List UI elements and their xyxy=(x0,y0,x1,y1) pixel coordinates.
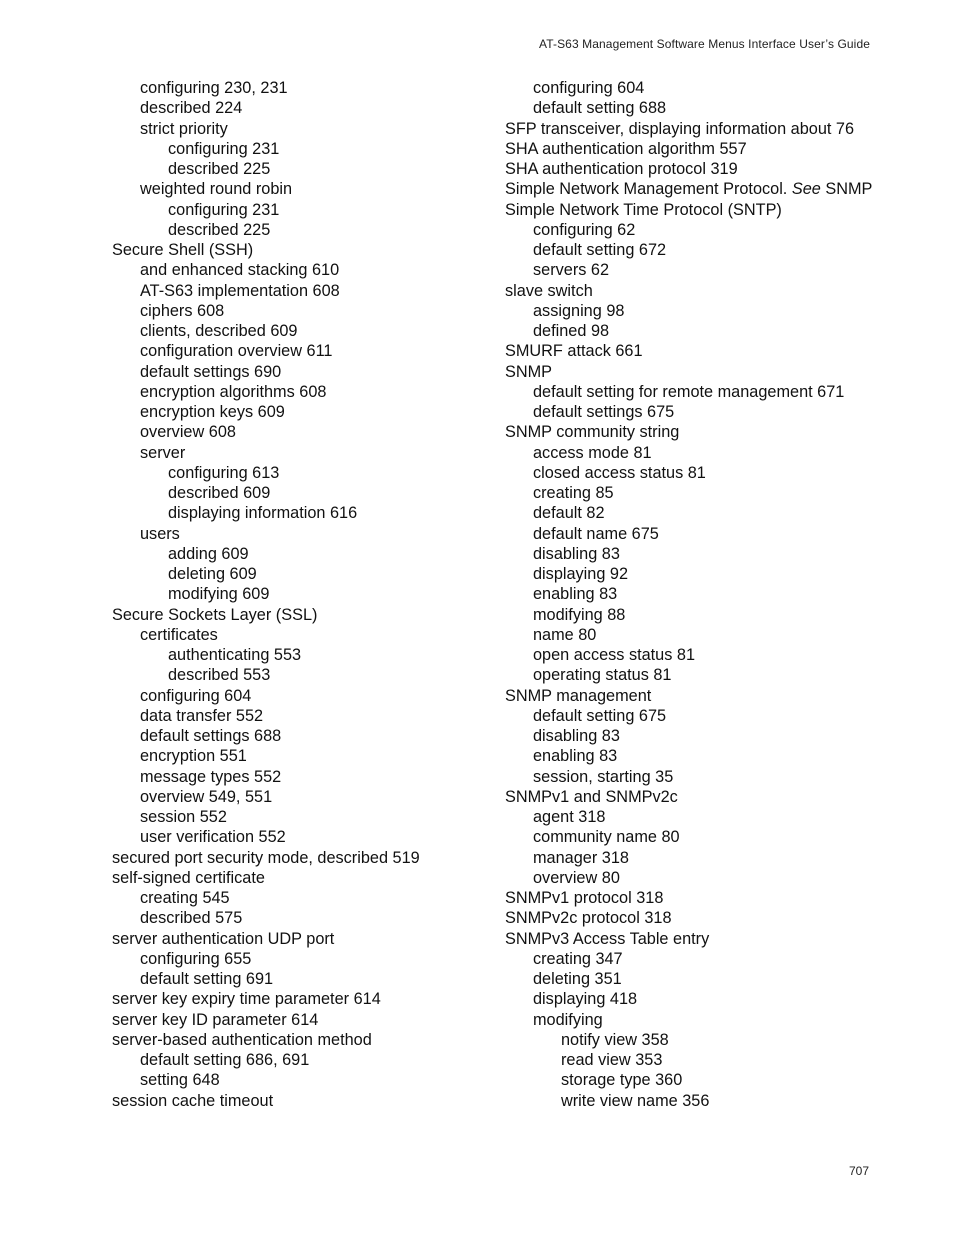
index-entry-text: server-based authentication method xyxy=(112,1030,372,1049)
index-entry-text: session 552 xyxy=(140,808,227,826)
index-entry xyxy=(112,1070,492,1090)
index-entry-text: certificates xyxy=(140,625,218,644)
index-entry xyxy=(112,706,492,726)
see-reference: See xyxy=(791,180,821,199)
index-entry xyxy=(505,200,885,220)
index-entry-text: server authentication UDP port xyxy=(112,929,335,948)
index-entry-text: creating 545 xyxy=(140,889,230,907)
index-entry xyxy=(112,382,492,402)
index-entry xyxy=(505,908,885,928)
index-entry-text: SMURF attack 661 xyxy=(505,342,643,361)
index-entry-text: Simple Network Time Protocol (SNTP) xyxy=(505,200,782,219)
index-entry xyxy=(505,1050,885,1070)
index-entry xyxy=(505,402,885,422)
index-entry-text: deleting 351 xyxy=(533,970,622,988)
index-entry xyxy=(112,989,492,1009)
index-entry xyxy=(505,119,885,139)
index-entry-text: encryption keys 609 xyxy=(140,403,285,421)
index-entry xyxy=(505,503,885,523)
index-entry-text: encryption algorithms 608 xyxy=(140,382,327,401)
index-entry xyxy=(112,78,492,98)
index-entry-text: disabling 83 xyxy=(533,727,620,745)
index-entry-text: modifying 609 xyxy=(168,585,270,604)
index-entry xyxy=(505,260,885,280)
index-entry xyxy=(505,1010,885,1030)
index-entry xyxy=(505,98,885,118)
index-entry-text: clients, described 609 xyxy=(140,322,298,340)
index-entry xyxy=(112,969,492,989)
index-entry xyxy=(505,848,885,868)
index-entry-text: configuring 231 xyxy=(168,139,280,158)
index-entry-text: server xyxy=(140,443,186,462)
index-entry-text: configuring 230, 231 xyxy=(140,79,288,97)
index-entry-text: modifying xyxy=(533,1010,603,1029)
index-entry-text: creating 85 xyxy=(533,484,614,502)
index-entry xyxy=(505,220,885,240)
index-entry xyxy=(505,625,885,645)
index-entry-text: encryption 551 xyxy=(140,747,247,766)
index-entry xyxy=(112,787,492,807)
index-entry-text: user verification 552 xyxy=(140,828,286,847)
index-entry-text: setting 648 xyxy=(140,1071,220,1090)
index-entry-text: configuring 604 xyxy=(533,79,645,97)
index-entry-text: server key ID parameter 614 xyxy=(112,1010,319,1029)
index-entry-text: secured port security mode, described 519 xyxy=(112,848,420,867)
index-entry xyxy=(112,220,492,240)
index-entry-text: enabling 83 xyxy=(533,747,618,766)
index-entry-text: SHA authentication protocol 319 xyxy=(505,160,738,178)
index-entry-text: server key expiry time parameter 614 xyxy=(112,990,381,1009)
index-entry xyxy=(505,78,885,98)
page-number: 707 xyxy=(848,1164,869,1178)
index-entry xyxy=(112,402,492,422)
index-entry-text: default settings 690 xyxy=(140,362,282,381)
index-entry xyxy=(505,888,885,908)
index-entry xyxy=(505,382,885,402)
index-entry-text: default setting for remote management 671 xyxy=(533,382,845,401)
index-entry xyxy=(112,746,492,766)
index-entry-text: described 553 xyxy=(168,666,271,685)
index-entry xyxy=(505,726,885,746)
index-entry xyxy=(112,848,492,868)
index-entry xyxy=(112,139,492,159)
index-entry-text: default name 675 xyxy=(533,524,659,543)
index-entry-text: operating status 81 xyxy=(533,666,672,685)
index-entry xyxy=(505,1070,885,1090)
index-entry-text: authenticating 553 xyxy=(168,646,302,664)
index-entry-text: default settings 688 xyxy=(140,727,282,745)
index-entry xyxy=(505,746,885,766)
index-entry xyxy=(112,341,492,361)
index-entry xyxy=(505,139,885,159)
index-entry xyxy=(112,321,492,341)
index-entry-text: AT-S63 implementation 608 xyxy=(140,281,340,300)
index-entry-text: displaying 418 xyxy=(533,990,638,1009)
index-entry xyxy=(505,645,885,665)
index-entry xyxy=(112,564,492,584)
index-entry-text: self-signed certificate xyxy=(112,868,265,887)
index-entry xyxy=(112,443,492,463)
index-entry xyxy=(505,281,885,301)
index-entry-text: strict priority xyxy=(140,119,228,138)
index-entry xyxy=(505,706,885,726)
index-entry-text: session cache timeout xyxy=(112,1091,274,1110)
index-entry xyxy=(112,200,492,220)
index-entry xyxy=(505,807,885,827)
index-entry xyxy=(505,362,885,382)
index-entry-text: default setting 672 xyxy=(533,241,667,259)
index-entry-text: adding 609 xyxy=(168,544,249,563)
index-entry-text: agent 318 xyxy=(533,808,606,826)
index-entry xyxy=(505,929,885,949)
index-entry xyxy=(112,1091,492,1111)
index-entry xyxy=(505,665,885,685)
index-entry xyxy=(505,483,885,503)
index-entry xyxy=(505,463,885,483)
index-entry-text: overview 608 xyxy=(140,423,236,442)
index-entry xyxy=(505,544,885,564)
index-entry xyxy=(505,969,885,989)
index-entry xyxy=(112,281,492,301)
index-entry xyxy=(505,422,885,442)
index-entry xyxy=(112,929,492,949)
index-entry xyxy=(505,1030,885,1050)
index-entry-text: access mode 81 xyxy=(533,443,652,462)
index-entry-text: notify view 358 xyxy=(561,1030,669,1049)
index-entry xyxy=(112,827,492,847)
index-entry-text: SHA authentication algorithm 557 xyxy=(505,139,747,158)
index-entry-text: default 82 xyxy=(533,504,605,523)
index-entry-text: overview 80 xyxy=(533,868,620,887)
index-entry xyxy=(505,159,885,179)
index-entry-text: SNMPv1 and SNMPv2c xyxy=(505,787,678,806)
index-entry xyxy=(112,605,492,625)
index-entry xyxy=(112,524,492,544)
index-entry-text: storage type 360 xyxy=(561,1071,683,1090)
index-entry-text: deleting 609 xyxy=(168,565,257,583)
index-entry xyxy=(112,260,492,280)
index-entry xyxy=(112,1030,492,1050)
index-entry-text: assigning 98 xyxy=(533,301,625,320)
index-entry-text: read view 353 xyxy=(561,1051,663,1069)
index-entry-text: configuring 655 xyxy=(140,949,252,968)
index-column-left xyxy=(112,78,492,1111)
index-entry-text: name 80 xyxy=(533,625,597,644)
index-entry xyxy=(112,686,492,706)
index-entry xyxy=(505,605,885,625)
index-entry xyxy=(505,686,885,706)
index-entry xyxy=(112,159,492,179)
index-entry xyxy=(505,1091,885,1111)
index-entry-text: Secure Sockets Layer (SSL) xyxy=(112,605,318,624)
index-entry xyxy=(112,767,492,787)
index-entry-text: closed access status 81 xyxy=(533,463,706,482)
index-entry-text: and enhanced stacking 610 xyxy=(140,261,340,280)
index-entry-text: SNMPv3 Access Table entry xyxy=(505,929,710,948)
index-entry xyxy=(505,341,885,361)
index-entry-text: configuring 231 xyxy=(168,200,280,219)
index-entry xyxy=(112,301,492,321)
index-entry-text: disabling 83 xyxy=(533,544,620,563)
running-header: AT-S63 Management Software Menus Interface User’s Guide xyxy=(539,37,870,51)
index-entry-text: enabling 83 xyxy=(533,585,618,604)
index-entry xyxy=(112,483,492,503)
index-entry xyxy=(112,908,492,928)
index-entry-text: configuring 613 xyxy=(168,463,280,482)
index-entry xyxy=(505,989,885,1009)
index-entry-text: default setting 688 xyxy=(533,99,667,118)
index-entry-text: defined 98 xyxy=(533,322,610,340)
index-entry xyxy=(505,868,885,888)
index-entry-text: users xyxy=(140,524,180,543)
index-entry-text: configuration overview 611 xyxy=(140,342,333,361)
index-entry-text: default setting 691 xyxy=(140,970,274,988)
index-entry-text: ciphers 608 xyxy=(140,301,225,320)
index-entry xyxy=(112,544,492,564)
index-entry-text: default setting 686, 691 xyxy=(140,1051,310,1069)
index-entry xyxy=(112,625,492,645)
index-entry xyxy=(112,949,492,969)
index-entry xyxy=(112,665,492,685)
index-entry xyxy=(112,645,492,665)
index-entry-text: described 609 xyxy=(168,484,271,502)
index-entry-text: SNMPv1 protocol 318 xyxy=(505,889,664,907)
index-entry-text: described 225 xyxy=(168,220,271,239)
index-entry-text: configuring 604 xyxy=(140,686,252,705)
index-entry xyxy=(505,787,885,807)
index-entry xyxy=(112,868,492,888)
index-entry xyxy=(112,807,492,827)
index-entry xyxy=(505,584,885,604)
index-entry xyxy=(112,119,492,139)
index-entry xyxy=(505,827,885,847)
index-entry xyxy=(505,443,885,463)
index-entry-text: community name 80 xyxy=(533,828,680,847)
index-entry-text: configuring 62 xyxy=(533,220,636,239)
index-entry xyxy=(112,362,492,382)
index-entry xyxy=(112,1010,492,1030)
index-entry xyxy=(112,422,492,442)
index-entry-text: data transfer 552 xyxy=(140,706,264,725)
index-column-right xyxy=(505,78,885,1111)
index-entry xyxy=(112,1050,492,1070)
index-entry xyxy=(112,179,492,199)
index-entry-text: displaying 92 xyxy=(533,565,629,583)
index-entry-text: SFP transceiver, displaying information about 76 xyxy=(505,119,855,138)
index-entry-text: SNMP management xyxy=(505,686,652,705)
index-entry-text: Simple Network Management Protocol. xyxy=(505,180,792,199)
index-entry-text: SNMP xyxy=(505,362,553,381)
index-entry-text: slave switch xyxy=(505,281,593,300)
index-entry-text: manager 318 xyxy=(533,848,629,867)
index-entry xyxy=(112,584,492,604)
index-entry-text: servers 62 xyxy=(533,261,610,280)
index-entry xyxy=(112,463,492,483)
index-entry-text: modifying 88 xyxy=(533,605,626,624)
index-entry-text: message types 552 xyxy=(140,767,282,786)
index-entry-text: weighted round robin xyxy=(140,180,293,199)
index-entry-text: described 225 xyxy=(168,160,271,178)
index-entry xyxy=(112,888,492,908)
index-entry xyxy=(505,301,885,321)
index-entry xyxy=(112,98,492,118)
index-entry-text: SNMP community string xyxy=(505,423,680,442)
index-entry xyxy=(112,503,492,523)
see-target: SNMP xyxy=(820,180,873,199)
index-entry xyxy=(505,321,885,341)
index-entry-text: creating 347 xyxy=(533,949,623,968)
index-entry xyxy=(505,767,885,787)
index-entry xyxy=(112,240,492,260)
index-entry-text: described 224 xyxy=(140,99,243,118)
index-entry-text: default setting 675 xyxy=(533,706,667,725)
index-entry-text: overview 549, 551 xyxy=(140,787,273,806)
index-entry-text: displaying information 616 xyxy=(168,504,358,523)
index-entry-text: default settings 675 xyxy=(533,403,675,421)
index-entry xyxy=(505,949,885,969)
index-entry xyxy=(505,524,885,544)
index-entry-text: described 575 xyxy=(140,909,243,928)
index-entry xyxy=(505,240,885,260)
index-entry-text: open access status 81 xyxy=(533,646,696,664)
index-entry-text: write view name 356 xyxy=(561,1091,710,1110)
index-entry-text: Secure Shell (SSH) xyxy=(112,241,254,259)
index-entry-text: session, starting 35 xyxy=(533,767,674,786)
index-entry xyxy=(505,179,885,199)
index-entry-text: SNMPv2c protocol 318 xyxy=(505,909,672,928)
index-entry xyxy=(505,564,885,584)
index-entry xyxy=(112,726,492,746)
